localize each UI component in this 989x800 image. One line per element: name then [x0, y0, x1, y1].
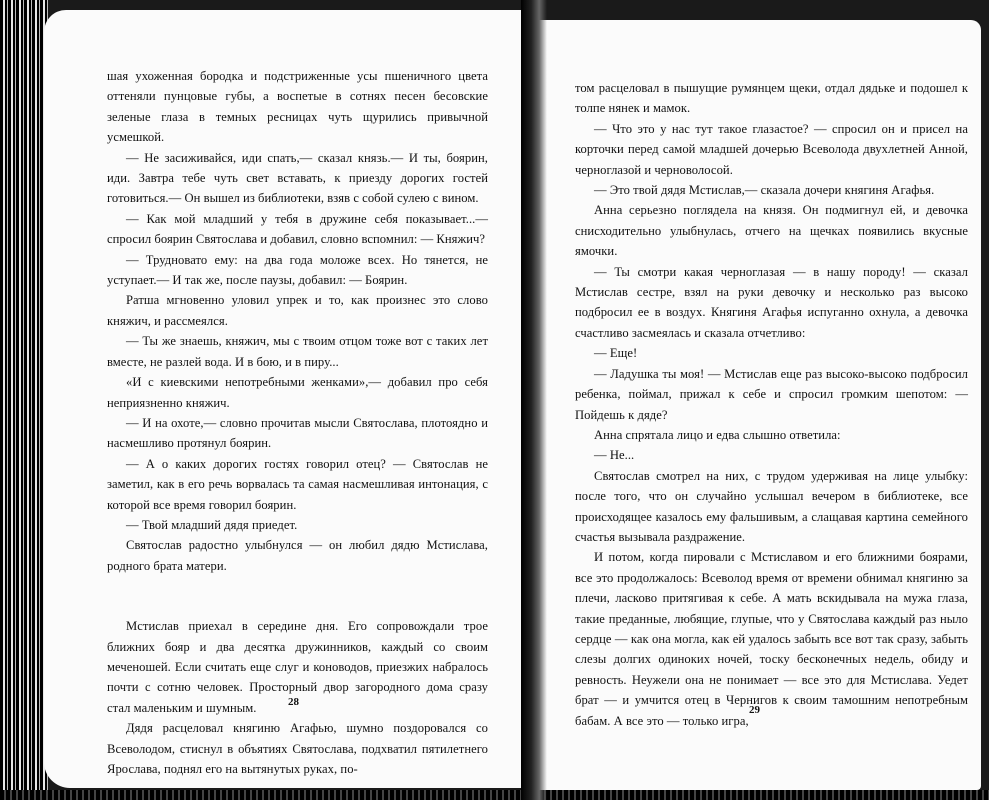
paragraph: шая ухоженная бородка и подстриженные усы пшеничного цвета оттеняли пунцовые губы, а воспетые в сотнях песен бесовские зеленые глаза в темных ресницах чуть щурились привычной усмешкой.	[107, 69, 488, 145]
paragraph: Святослав радостно улыбнулся — он любил дядю Мстислава, родного брата матери.	[107, 538, 488, 573]
paragraph: — Твой младший дядя приедет.	[126, 517, 298, 532]
paragraph: И потом, когда пировали с Мстиславом и его ближними боярами, все это продолжалось: Всеволод время от времени обнимал княгиню за плечи, ласково притягивая к себе. А мать вскидывала на мужа глаза, такие преданные, любящие, глупые, что у Святослава каждый раз ныло сердце — как она могла, как ей удалось забыть все вот так сразу, забыть слезы долгих одиноких ночей, тоску бесконечных недель, обиду и ревность. Неужели она не понимает — все это для Мстислава. Уедет брат — и умчится отец в Чернигов к своим тамошним непотребным бабам. А все это — только игра,	[575, 550, 968, 728]
paragraph: — Еще!	[594, 346, 638, 361]
page-stack-edge	[0, 0, 48, 800]
paragraph: — Не...	[594, 448, 635, 463]
left-page	[44, 10, 530, 788]
paragraph: — Как мой младший у тебя в дружине себя показывает...— спросил боярин Святослава и добавил, словно вспомнил: — Княжич?	[107, 211, 488, 247]
page-number: 29	[749, 704, 760, 716]
paragraph: Ратша мгновенно уловил упрек и то, как произнес это слово княжич, и рассмеялся.	[107, 293, 488, 328]
paragraph: — Это твой дядя Мстислав,— сказала дочери княгиня Агафья.	[594, 183, 935, 198]
page-number: 28	[288, 696, 299, 708]
paragraph: — Трудновато ему: на два года моложе всех. Но тянется, не уступает.— И так же, после паузы, добавил: — Боярин.	[107, 252, 488, 288]
paragraph: «И с киевскими непотребными женками»,— добавил про себя неприязненно княжич.	[107, 375, 488, 410]
paragraph: — Ладушка ты моя! — Мстислав еще раз высоко-высоко подбросил ребенка, поймал, прижал к себе и спросил громким шепотом: — Пойдешь к дяде?	[575, 366, 968, 422]
right-page	[533, 20, 981, 790]
paragraph: Святослав смотрел на них, с трудом удерживая на лице улыбку: после того, что он случайно услышал вечером в библиотеке, все происходящее казалось ему фальшивым, а слащавая картина семейного счастья вызывала раздражение.	[575, 468, 968, 544]
page-stack-bottom-edge	[0, 790, 989, 800]
book-gutter-shadow	[521, 0, 547, 800]
section-start-paragraph: Мстислав приехал в середине дня. Его сопровождали трое ближних бояр и два десятка дружинников, каждый со своим меченошей. Если считать еще слуг и коноводов, приезжих набралось почти с сотню человек. Просторный двор загородного дома сразу стал маленьким и шумным.	[107, 619, 488, 715]
paragraph: — А о каких дорогих гостях говорил отец? — Святослав не заметил, как в его речь ворвалась та самая насмешливая интонация, с которой все время говорил боярин.	[107, 456, 488, 512]
paragraph: — Ты же знаешь, княжич, мы с твоим отцом тоже вот с таких лет вместе, не разлей вода. И в бою, и в пиру...	[107, 334, 488, 369]
paragraph: Дядя расцеловал княгиню Агафью, шумно поздоровался со Всеволодом, стиснул в объятиях Святослава, подхватил пятилетнего Ярослава, поднял его на вытянутых руках, по-	[107, 721, 488, 776]
paragraph: — Что это у нас тут такое глазастое? — спросил он и присел на корточки перед самой младшей дочерью Всеволода двухлетней Анной, черноглазой и черноволосой.	[575, 121, 968, 177]
paragraph: — Не засиживайся, иди спать,— сказал князь.— И ты, боярин, иди. Завтра тебе чуть свет вставать, к приезду дорогих гостей готовиться.— Он вышел из библиотеки, взяв с собой сулею с вином.	[107, 150, 488, 206]
right-page-text	[575, 78, 968, 731]
paragraph: — И на охоте,— словно прочитав мысли Святослава, плотоядно и насмешливо протянул боярин.	[107, 415, 488, 451]
paragraph: Анна спрятала лицо и едва слышно ответила:	[594, 427, 841, 442]
paragraph: Анна серьезно поглядела на князя. Он подмигнул ей, и девочка снисходительно улыбнулась, отчего на щечках появились вкусные ямочки.	[575, 203, 968, 259]
left-page-text	[107, 66, 488, 779]
paragraph: том расцеловал в пышущие румянцем щеки, отдал дядьке и подошел к толпе нянек и мамок.	[575, 81, 968, 116]
paragraph: — Ты смотри какая черноглазая — в нашу породу! — сказал Мстислав сестре, взял на руки девочку и несколько раз высоко подбросил ее в воздух. Княгиня Агафья испуганно охнула, а девочка счастливо засмеялась и сказала отчетливо:	[575, 264, 968, 340]
